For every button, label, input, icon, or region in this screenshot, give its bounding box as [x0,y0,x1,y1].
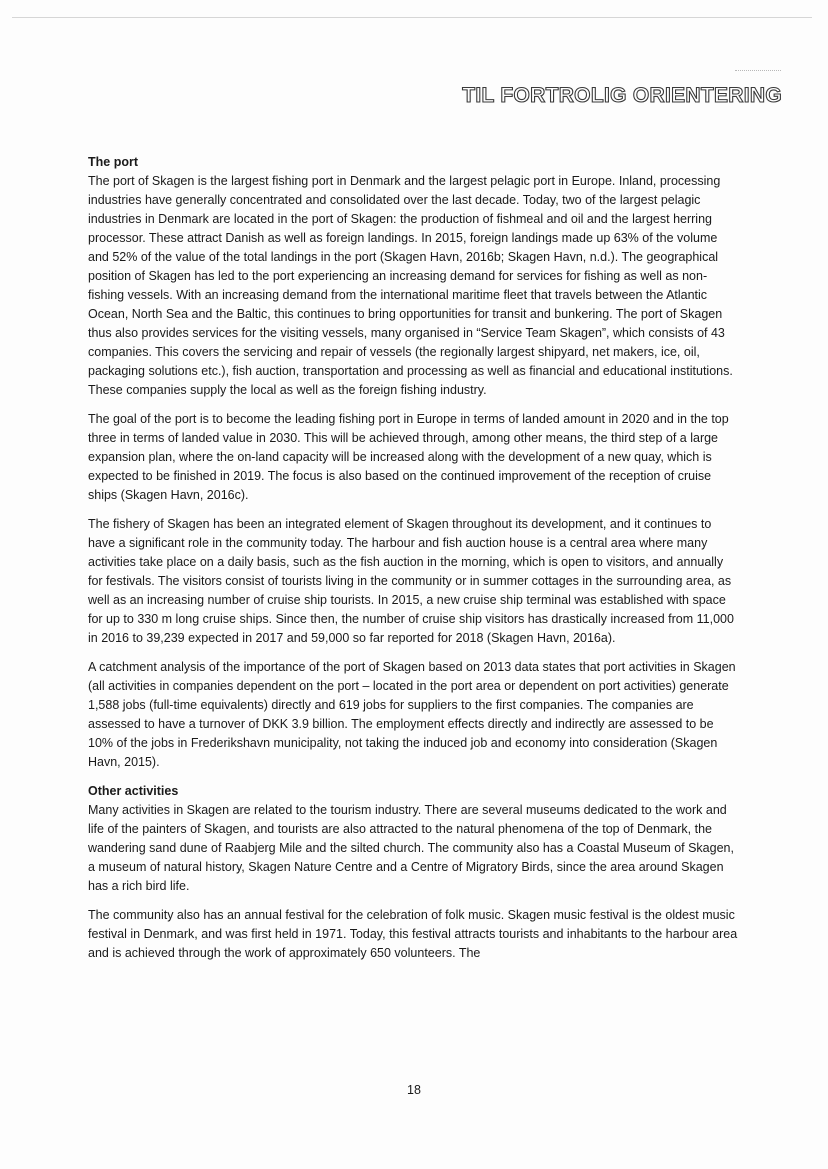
document-body [88,153,740,973]
section-heading: Other activities [88,784,179,798]
section-the-port [88,153,740,772]
section-heading: The port [88,155,138,169]
paragraph: The community also has an annual festival for the celebration of folk music. Skagen music festival is the oldest music festival in Denmark, and was first held in 1971. Today, this festival attracts tourists and inhabitants to the harbour area and is achieved through the work of approximately 650 volunteers. The [88,908,738,960]
section-other-activities [88,782,740,963]
paragraph: Many activities in Skagen are related to the tourism industry. There are several museums dedicated to the work and life of the painters of Skagen, and tourists are also attracted to the natural phenomena of the top of Denmark, the wandering sand dune of Raabjerg Mile and the silted church. The community also has a Coastal Museum of Skagen, a museum of natural history, Skagen Nature Centre and a Centre of Migratory Birds, since the area around Skagen has a rich bird life. [88,803,734,893]
top-divider [12,17,812,18]
paragraph: The fishery of Skagen has been an integrated element of Skagen throughout its development, and it continues to have a significant role in the community today. The harbour and fish auction house is a central area where many activities take place on a daily basis, such as the fish auction in the morning, which is open to visitors, and annually for festivals. The visitors consist of tourists living in the community or in summer cottages in the surrounding area, as well as an increasing number of cruise ship tourists. In 2015, a new cruise ship terminal was established with space for up to 330 m long cruise ships. Since then, the number of cruise ship visitors has drastically increased from 11,000 in 2016 to 39,239 expected in 2017 and 59,000 so far reported for 2018 (Skagen Havn, 2016a). [88,517,734,645]
scan-marks [735,70,781,74]
paragraph: The port of Skagen is the largest fishing port in Denmark and the largest pelagic port in Europe. Inland, processing industries have generally concentrated and consolidated over the last decade. Today, two of the largest pelagic industries in Denmark are located in the port of Skagen: the production of fishmeal and oil and the largest herring processor. These attract Danish as well as foreign landings. In 2015, foreign landings made up 63% of the volume and 52% of the value of the total landings in the port (Skagen Havn, 2016b; Skagen Havn, n.d.). The geographical position of Skagen has led to the port experiencing an increasing demand for services for fishing as well as non-fishing vessels. With an increasing demand from the international maritime fleet that travels between the Atlantic Ocean, North Sea and the Baltic, this continues to bring opportunities for transit and bunkering. The port of Skagen thus also provides services for the visiting vessels, many organised in “Service Team Skagen”, which consists of 43 companies. This covers the servicing and repair of vessels (the regionally largest shipyard, net makers, ice, oil, packaging solutions etc.), fish auction, transportation and processing as well as financial and educational institutions. These companies supply the local as well as the foreign fishing industry. [88,174,733,397]
paragraph: A catchment analysis of the importance of the port of Skagen based on 2013 data states that port activities in Skagen (all activities in companies dependent on the port – located in the port area or dependent on port activities) generate 1,588 jobs (full-time equivalents) directly and 619 jobs for suppliers to the first companies. The companies are assessed to have a turnover of DKK 3.9 billion. The employment effects directly and indirectly are assessed to be 10% of the jobs in Frederikshavn municipality, not taking the induced job and economy into consideration (Skagen Havn, 2015). [88,660,736,769]
paragraph: The goal of the port is to become the leading fishing port in Europe in terms of landed amount in 2020 and in the top three in terms of landed value in 2030. This will be achieved through, among other means, the third step of a large expansion plan, where the on-land capacity will be increased along with the development of a new quay, which is expected to be finished in 2019. The focus is also based on the continued improvement of the reception of cruise ships (Skagen Havn, 2016c). [88,412,729,502]
confidential-stamp: TIL FORTROLIG ORIENTERING [462,84,782,107]
page-number: 18 [407,1083,421,1097]
